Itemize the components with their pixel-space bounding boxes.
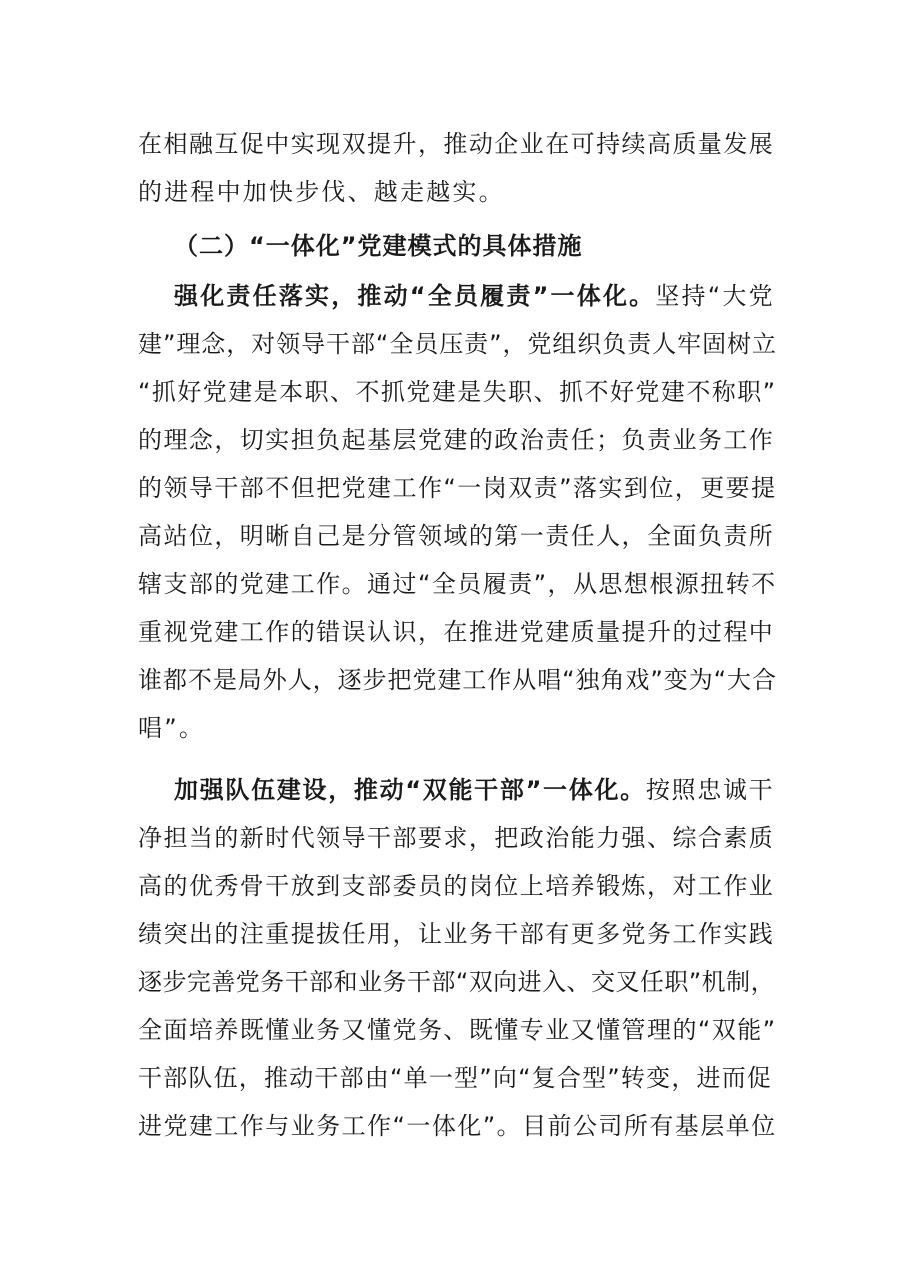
- text-line: 谁都不是局外人，逐步把党建工作从唱“独角戏”变为“大合: [138, 666, 777, 694]
- text-line: 干部队伍，推动干部由“单一型”向“复合型”转变，进而促: [138, 1064, 773, 1092]
- text-line: 建”理念，对领导干部“全员压责”，党组织负责人牢固树立: [138, 330, 777, 358]
- text-line: 唱”。: [138, 714, 206, 742]
- text-line: 重视党建工作的错误认识，在推进党建质量提升的过程中: [138, 618, 775, 646]
- text-line: 全面培养既懂业务又懂党务、既懂专业又懂管理的“双能”: [138, 1016, 777, 1044]
- paragraph-text: 坚持“大党: [655, 282, 775, 310]
- text-line: 进党建工作与业务工作“一体化”。目前公司所有基层单位: [138, 1112, 777, 1140]
- text-line: 净担当的新时代领导干部要求，把政治能力强、综合素质: [138, 824, 775, 852]
- text-line: “抓好党建是本职、不抓党建是失职、抓不好党建不称职”: [138, 378, 777, 406]
- text-line: 的进程中加快步伐、越走越实。: [138, 178, 505, 206]
- paragraph-intro: [138, 120, 778, 216]
- text-line: 在相融互促中实现双提升，推动企业在可持续高质量发展: [138, 130, 775, 158]
- document-body: [138, 120, 778, 1150]
- section-heading: （二）“一体化”党建模式的具体措施: [174, 232, 583, 260]
- paragraph-team-building: [138, 766, 778, 1150]
- text-line: 绩突出的注重提拔任用，让业务干部有更多党务工作实践: [138, 920, 775, 948]
- paragraph-text: 按照忠诚干: [645, 776, 775, 804]
- text-line: 高站位，明晰自己是分管领域的第一责任人，全面负责所: [138, 522, 775, 550]
- paragraph-lead: 强化责任落实，推动“全员履责”一体化。: [174, 282, 656, 310]
- paragraph-gap: [138, 752, 778, 766]
- text-line: 高的优秀骨干放到支部委员的岗位上培养锻炼，对工作业: [138, 872, 775, 900]
- paragraph-lead: 加强队伍建设，推动“双能干部”一体化。: [174, 776, 646, 804]
- text-line: 逐步完善党务干部和业务干部“双向进入、交叉任职”机制，: [138, 968, 776, 996]
- paragraph-first-line: [138, 272, 778, 320]
- text-line: 辖支部的党建工作。通过“全员履责”，从思想根源扭转不: [138, 570, 777, 598]
- text-line: 的领导干部不但把党建工作“一岗双责”落实到位，更要提: [138, 474, 777, 502]
- paragraph-responsibility: [138, 272, 778, 752]
- paragraph-first-line: [138, 766, 778, 814]
- text-line: 的理念，切实担负起基层党建的政治责任；负责业务工作: [138, 426, 775, 454]
